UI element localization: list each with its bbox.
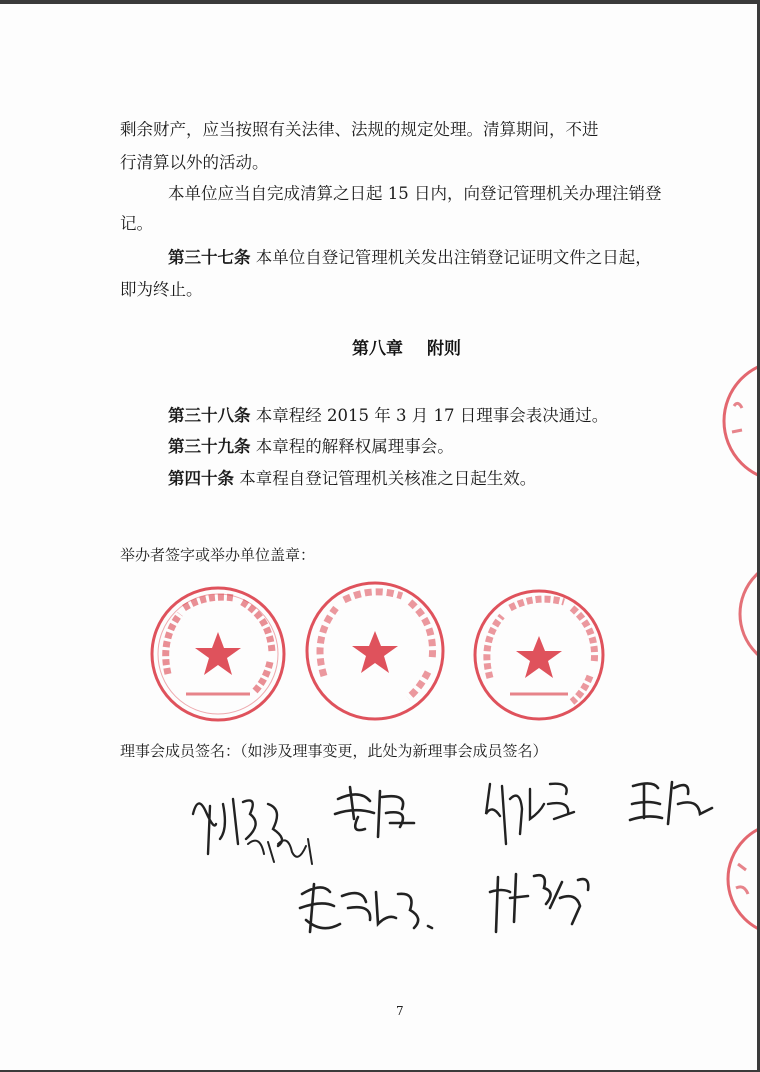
article-text: 本章程经 2015 年 3 月 17 日理事会表决通过。	[255, 406, 609, 425]
article-39	[168, 433, 454, 457]
partial-stamp	[735, 564, 757, 664]
paragraph-line: 本单位应当自完成清算之日起 15 日内，向登记管理机关办理注销登	[168, 184, 662, 203]
document-page	[0, 4, 757, 1070]
article-label: 第三十八条	[168, 406, 251, 425]
chapter-heading	[352, 334, 461, 359]
article-text: 本单位自登记管理机关发出注销登记证明文件之日起，	[255, 248, 652, 267]
paragraph-line: 记。	[120, 214, 153, 233]
article-40	[168, 465, 536, 489]
handwritten-signature	[330, 779, 420, 849]
partial-stamp	[718, 824, 757, 934]
stamp-seal	[470, 586, 608, 724]
article-label: 第三十七条	[168, 248, 251, 267]
council-signature-label: 理事会成员签名：（如涉及理事变更，此处为新理事会成员签名）	[120, 742, 548, 760]
stamp-seal	[300, 576, 450, 726]
article-text: 本章程的解释权属理事会。	[255, 437, 454, 456]
handwritten-signature	[628, 774, 718, 834]
handwritten-signature	[292, 874, 442, 944]
handwritten-signature	[488, 862, 598, 942]
paragraph-line: 即为终止。	[120, 280, 203, 299]
article-38	[168, 402, 608, 426]
handwritten-signature	[480, 774, 580, 854]
partial-stamp	[712, 356, 757, 486]
handwritten-signature	[188, 784, 328, 874]
stamp-seal	[146, 582, 290, 726]
page-number: 7	[396, 1004, 404, 1018]
paragraph-line: 剩余财产，应当按照有关法律、法规的规定处理。清算期间，不进	[120, 120, 599, 139]
article-label: 第三十九条	[168, 437, 251, 456]
article-label: 第四十条	[168, 469, 234, 488]
paragraph-line: 行清算以外的活动。	[120, 153, 269, 172]
article-37	[168, 244, 652, 268]
chapter-number: 第八章	[352, 339, 403, 359]
chapter-title: 附则	[427, 339, 461, 359]
article-text: 本章程自登记管理机关核准之日起生效。	[239, 469, 537, 488]
sponsor-label: 举办者签字或举办单位盖章：	[120, 546, 316, 564]
